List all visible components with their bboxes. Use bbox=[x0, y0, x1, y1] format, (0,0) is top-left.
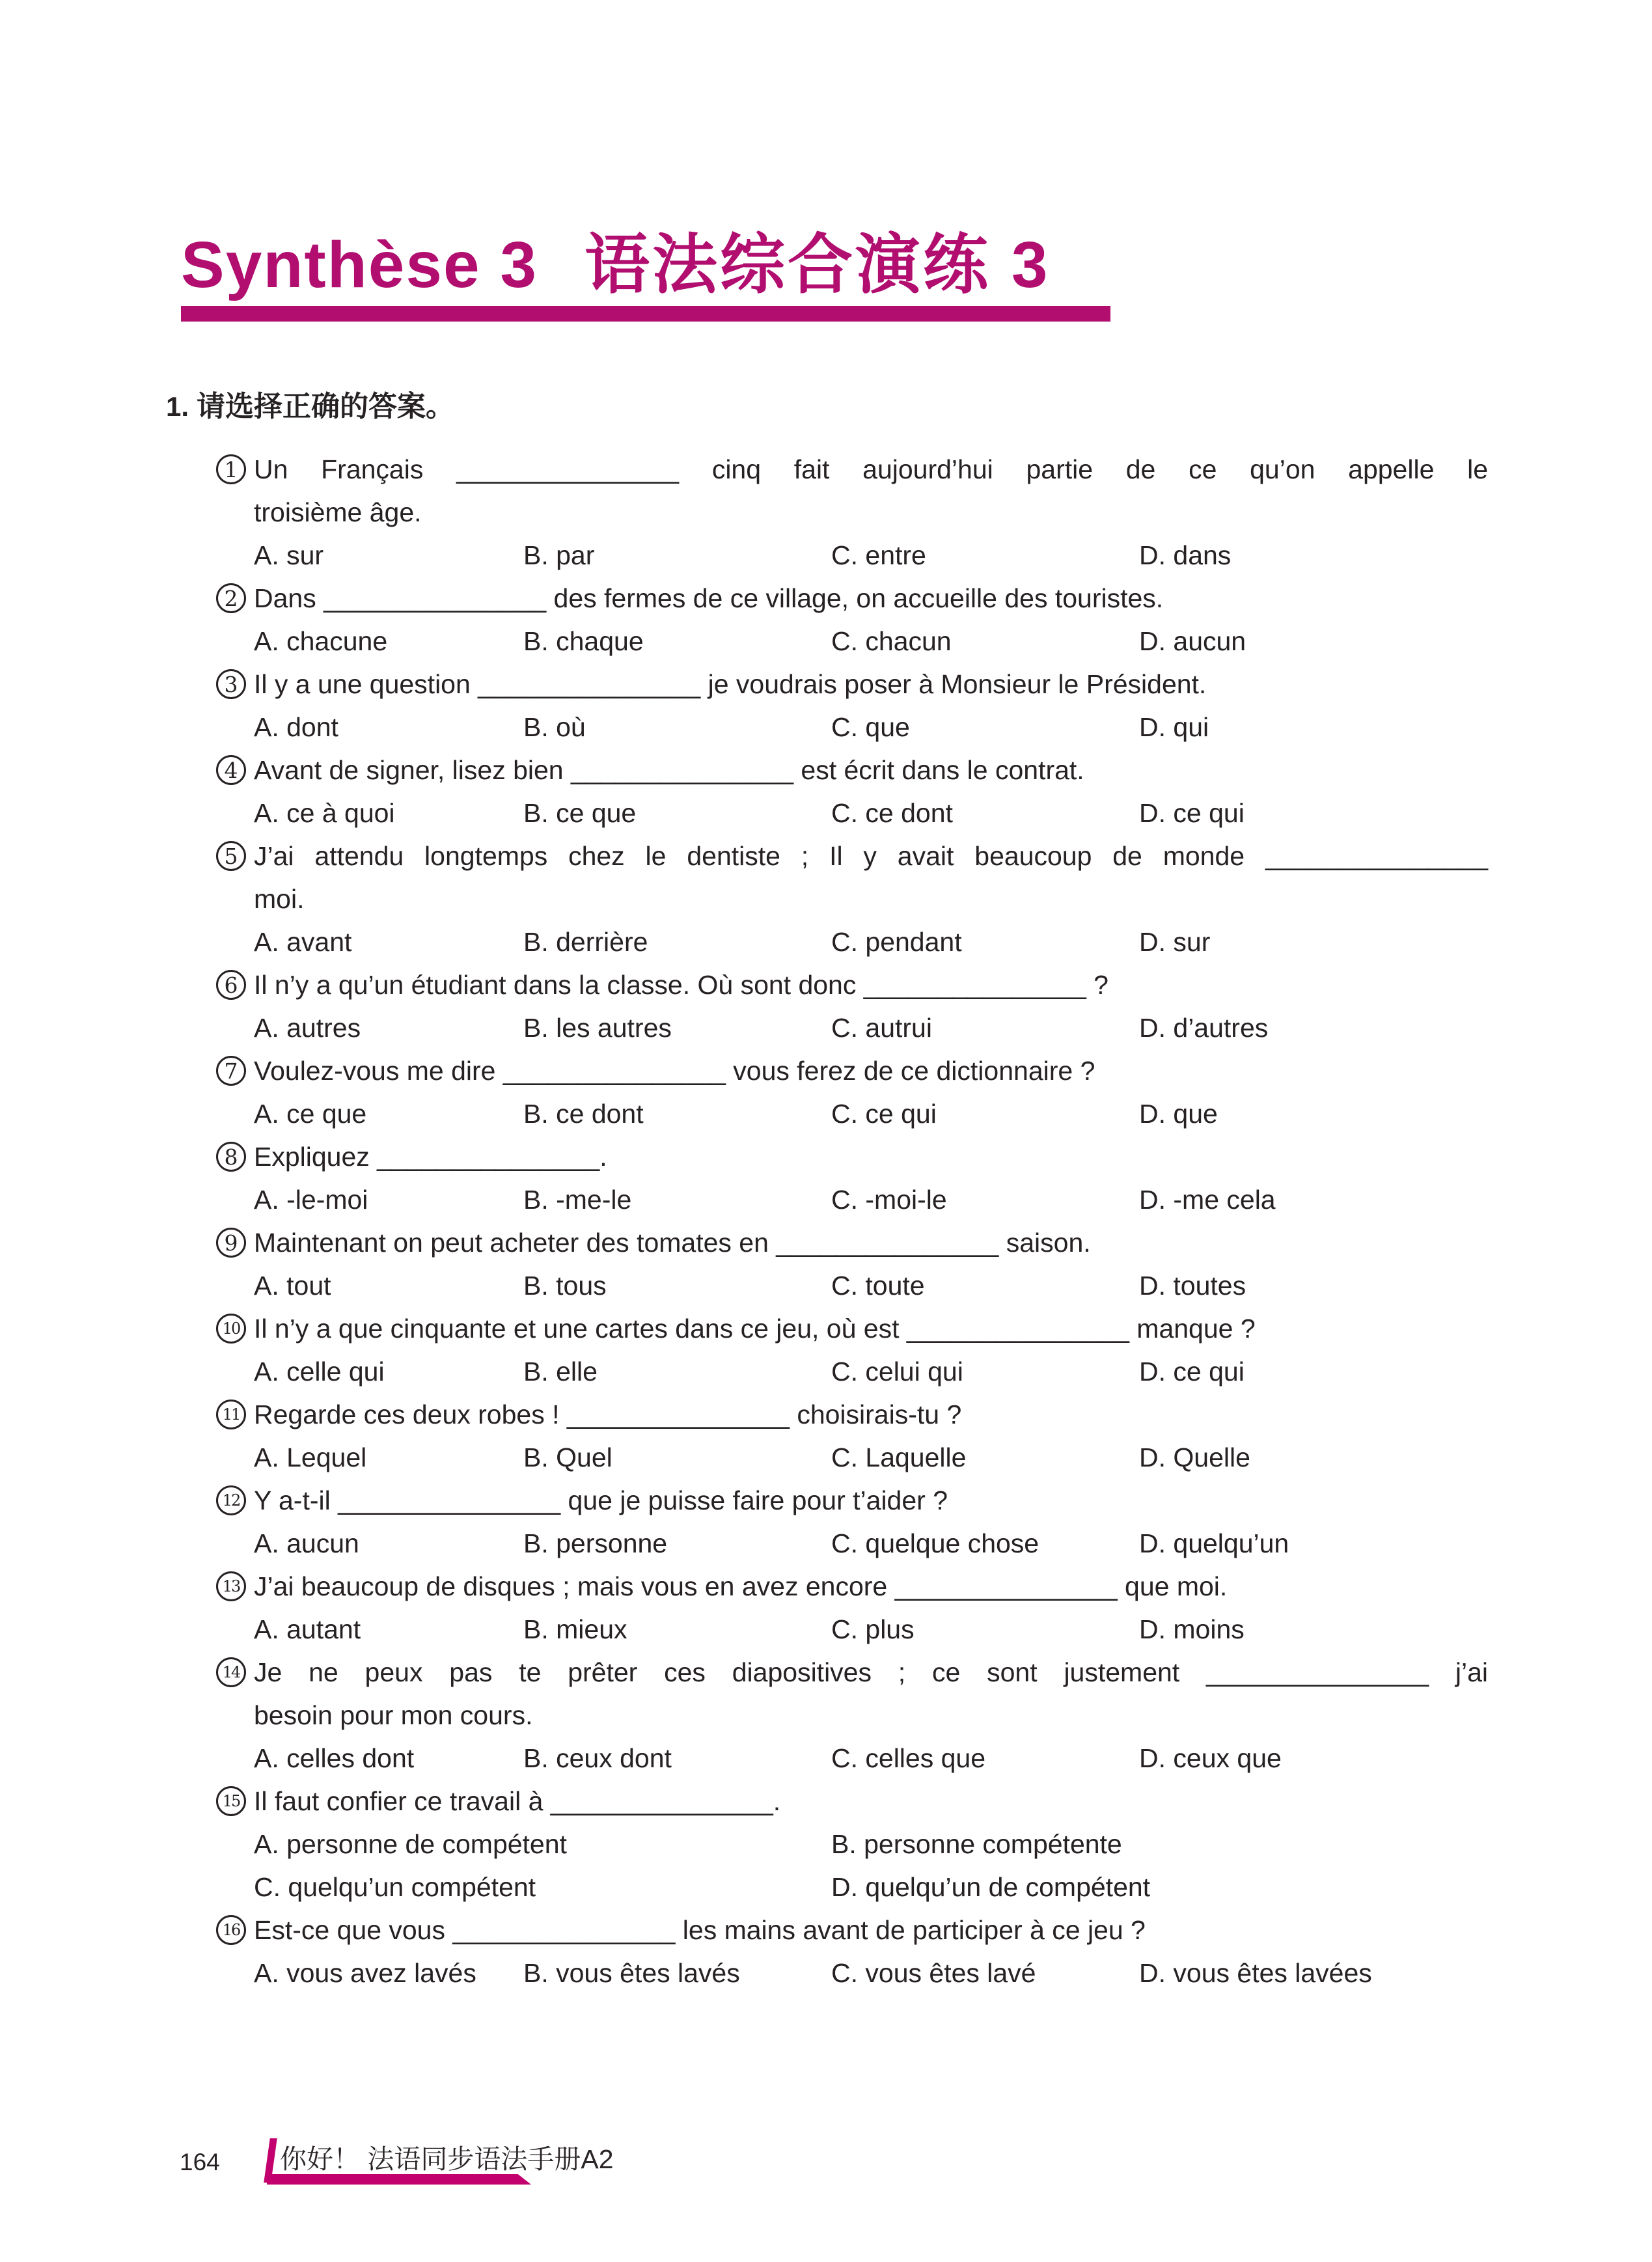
question-text-line: Dans _______________ des fermes de ce village, on accueille des touristes. bbox=[254, 583, 1164, 613]
question-number-badge: 6 bbox=[216, 970, 246, 1000]
options-row bbox=[254, 1178, 1488, 1221]
question-text-line: Il y a une question _______________ je voudrais poser à Monsieur le Président. bbox=[254, 669, 1207, 699]
question-number-badge: 3 bbox=[216, 669, 246, 699]
options-row bbox=[254, 1866, 1488, 1909]
option-D: D. quelqu’un bbox=[1139, 1528, 1289, 1558]
question-item bbox=[224, 749, 1488, 834]
option-A: A. -le-moi bbox=[254, 1185, 368, 1215]
section-number: 1. bbox=[166, 391, 189, 422]
page-title-french: Synthèse 3 bbox=[181, 228, 538, 301]
options-row bbox=[254, 534, 1488, 577]
option-D: D. ceux que bbox=[1139, 1743, 1282, 1773]
option-B: B. mieux bbox=[523, 1614, 627, 1644]
question-text-line: besoin pour mon cours. bbox=[254, 1700, 533, 1730]
option-A: A. vous avez lavés bbox=[254, 1958, 476, 1988]
option-D: D. -me cela bbox=[1139, 1185, 1276, 1215]
question-item bbox=[222, 1393, 1488, 1479]
question-text-line: Voulez-vous me dire _______________ vous ferez de ce dictionnaire ? bbox=[254, 1056, 1095, 1086]
option-C: C. quelqu’un compétent bbox=[254, 1872, 536, 1902]
footer-accent-bar bbox=[267, 2174, 531, 2185]
question-text-line: J’ai attendu longtemps chez le dentiste ; Il y avait beaucoup de monde _______________ bbox=[254, 841, 1488, 871]
option-C: C. ce qui bbox=[831, 1099, 937, 1129]
option-A: A. celle qui bbox=[254, 1357, 385, 1386]
question-item bbox=[224, 577, 1488, 663]
option-A: A. ce que bbox=[254, 1099, 367, 1129]
question-text-line: moi. bbox=[254, 884, 305, 914]
question-item bbox=[224, 1135, 1488, 1221]
options-row bbox=[254, 1823, 1488, 1866]
question-item bbox=[222, 1651, 1488, 1780]
options-row bbox=[254, 1737, 1488, 1780]
question-text-line: troisième âge. bbox=[254, 497, 422, 527]
option-D: D. toutes bbox=[1139, 1271, 1246, 1301]
page-title bbox=[181, 227, 1050, 303]
page-title-chinese: 语法综合演练 3 bbox=[585, 228, 1051, 301]
option-B: B. ceux dont bbox=[523, 1743, 672, 1773]
option-C: C. pendant bbox=[831, 927, 962, 957]
question-number-badge: 10 bbox=[216, 1314, 246, 1344]
option-B: B. les autres bbox=[523, 1013, 672, 1043]
option-C: C. autrui bbox=[831, 1013, 932, 1043]
footer-book-title: 你好！ 法语同步语法手册A2 bbox=[280, 2144, 614, 2174]
option-B: B. derrière bbox=[523, 927, 648, 957]
question-item bbox=[224, 1049, 1488, 1135]
option-C: C. Laquelle bbox=[831, 1442, 967, 1472]
option-A: A. sur bbox=[254, 540, 324, 570]
option-B: B. ce que bbox=[523, 798, 637, 828]
question-item bbox=[224, 1221, 1488, 1307]
options-row bbox=[254, 1092, 1488, 1135]
option-B: B. où bbox=[523, 712, 586, 742]
option-C: C. vous êtes lavé bbox=[831, 1958, 1036, 1988]
option-A: A. Lequel bbox=[254, 1442, 367, 1472]
option-D: D. aucun bbox=[1139, 626, 1246, 656]
option-D: D. Quelle bbox=[1139, 1442, 1250, 1472]
question-item bbox=[222, 1307, 1488, 1393]
option-C: C. que bbox=[831, 712, 910, 742]
option-D: D. ce qui bbox=[1139, 798, 1245, 828]
option-C: C. celui qui bbox=[831, 1357, 963, 1386]
question-text-line: Je ne peux pas te prêter ces diapositives ; ce sont justement _______________ j’ai bbox=[254, 1657, 1488, 1687]
option-C: C. entre bbox=[831, 540, 926, 570]
question-item bbox=[224, 963, 1488, 1049]
option-A: A. personne de compétent bbox=[254, 1829, 567, 1859]
option-A: A. celles dont bbox=[254, 1743, 415, 1773]
option-B: B. -me-le bbox=[523, 1185, 632, 1215]
option-C: C. ce dont bbox=[831, 798, 953, 828]
question-text-line: Il n’y a que cinquante et une cartes dans ce jeu, où est _______________ manque ? bbox=[254, 1314, 1256, 1344]
section-heading bbox=[166, 389, 454, 424]
option-B: B. personne compétente bbox=[831, 1829, 1122, 1859]
option-D: D. ce qui bbox=[1139, 1357, 1245, 1386]
title-underline-bar bbox=[181, 306, 1110, 322]
option-B: B. personne bbox=[523, 1528, 668, 1558]
option-D: D. sur bbox=[1139, 927, 1211, 957]
option-D: D. quelqu’un de compétent bbox=[831, 1872, 1151, 1902]
options-row bbox=[254, 620, 1488, 663]
question-number-badge: 14 bbox=[216, 1657, 246, 1687]
option-A: A. dont bbox=[254, 712, 338, 742]
option-D: D. qui bbox=[1139, 712, 1209, 742]
option-B: B. tous bbox=[523, 1271, 607, 1301]
question-item bbox=[224, 663, 1488, 749]
option-D: D. vous êtes lavées bbox=[1139, 1958, 1372, 1988]
question-number-badge: 9 bbox=[216, 1228, 246, 1258]
questions bbox=[222, 448, 1488, 1994]
option-A: A. autant bbox=[254, 1614, 361, 1644]
option-A: A. avant bbox=[254, 927, 352, 957]
question-number-badge: 12 bbox=[216, 1485, 246, 1515]
options-row bbox=[254, 920, 1488, 963]
question-item bbox=[222, 1780, 1488, 1909]
option-C: C. chacun bbox=[831, 626, 952, 656]
question-item bbox=[224, 448, 1488, 577]
option-B: B. ce dont bbox=[523, 1099, 644, 1129]
options-row bbox=[254, 1264, 1488, 1307]
options-row bbox=[254, 1608, 1488, 1651]
question-text-line: Regarde ces deux robes ! _______________ choisirais-tu ? bbox=[254, 1400, 962, 1429]
options-row bbox=[254, 1006, 1488, 1049]
question-number-badge: 11 bbox=[216, 1400, 246, 1429]
options-row bbox=[254, 706, 1488, 749]
options-row bbox=[254, 1436, 1488, 1479]
question-number-badge: 16 bbox=[216, 1915, 246, 1945]
option-C: C. celles que bbox=[831, 1743, 986, 1773]
question-text-line: Maintenant on peut acheter des tomates en _______________ saison. bbox=[254, 1228, 1091, 1258]
option-A: A. chacune bbox=[254, 626, 388, 656]
question-number-badge: 8 bbox=[216, 1142, 246, 1172]
option-A: A. ce à quoi bbox=[254, 798, 395, 828]
option-C: C. -moi-le bbox=[831, 1185, 947, 1215]
question-number-badge: 5 bbox=[216, 841, 246, 871]
question-text-line: Expliquez _______________. bbox=[254, 1142, 607, 1172]
option-B: B. par bbox=[523, 540, 595, 570]
question-number-badge: 7 bbox=[216, 1056, 246, 1086]
option-B: B. Quel bbox=[523, 1442, 613, 1472]
question-number-badge: 1 bbox=[216, 454, 246, 484]
question-number-badge: 13 bbox=[216, 1571, 246, 1601]
option-A: A. aucun bbox=[254, 1528, 359, 1558]
question-item bbox=[222, 1565, 1488, 1651]
question-text-line: Il n’y a qu’un étudiant dans la classe. Où sont donc _______________ ? bbox=[254, 970, 1108, 1000]
question-text-line: Un Français _______________ cinq fait aujourd’hui partie de ce qu’on appelle le bbox=[254, 454, 1488, 484]
option-D: D. d’autres bbox=[1139, 1013, 1269, 1043]
options-row bbox=[254, 1522, 1488, 1565]
options-row bbox=[254, 1350, 1488, 1393]
question-item bbox=[222, 1479, 1488, 1565]
question-number-badge: 2 bbox=[216, 583, 246, 613]
option-D: D. moins bbox=[1139, 1614, 1245, 1644]
options-row bbox=[254, 1952, 1488, 1994]
option-B: B. chaque bbox=[523, 626, 644, 656]
option-A: A. tout bbox=[254, 1271, 331, 1301]
question-text-line: J’ai beaucoup de disques ; mais vous en avez encore _______________ que moi. bbox=[254, 1571, 1228, 1601]
option-B: B. elle bbox=[523, 1357, 598, 1386]
question-text-line: Est-ce que vous _______________ les mains avant de participer à ce jeu ? bbox=[254, 1915, 1146, 1945]
page-number: 164 bbox=[180, 2149, 220, 2175]
question-text-line: Y a-t-il _______________ que je puisse faire pour t’aider ? bbox=[254, 1485, 948, 1515]
options-row bbox=[254, 792, 1488, 834]
option-B: B. vous êtes lavés bbox=[523, 1958, 740, 1988]
option-C: C. plus bbox=[831, 1614, 915, 1644]
option-D: D. que bbox=[1139, 1099, 1218, 1129]
option-C: C. toute bbox=[831, 1271, 925, 1301]
option-A: A. autres bbox=[254, 1013, 361, 1043]
question-text-line: Il faut confier ce travail à _______________. bbox=[254, 1786, 781, 1816]
question-number-badge: 4 bbox=[216, 755, 246, 785]
question-item bbox=[224, 834, 1488, 963]
option-C: C. quelque chose bbox=[831, 1528, 1039, 1558]
option-D: D. dans bbox=[1139, 540, 1232, 570]
question-item bbox=[222, 1909, 1488, 1994]
question-text-line: Avant de signer, lisez bien _______________ est écrit dans le contrat. bbox=[254, 755, 1084, 785]
section-title: 请选择正确的答案。 bbox=[197, 391, 455, 422]
question-number-badge: 15 bbox=[216, 1786, 246, 1816]
